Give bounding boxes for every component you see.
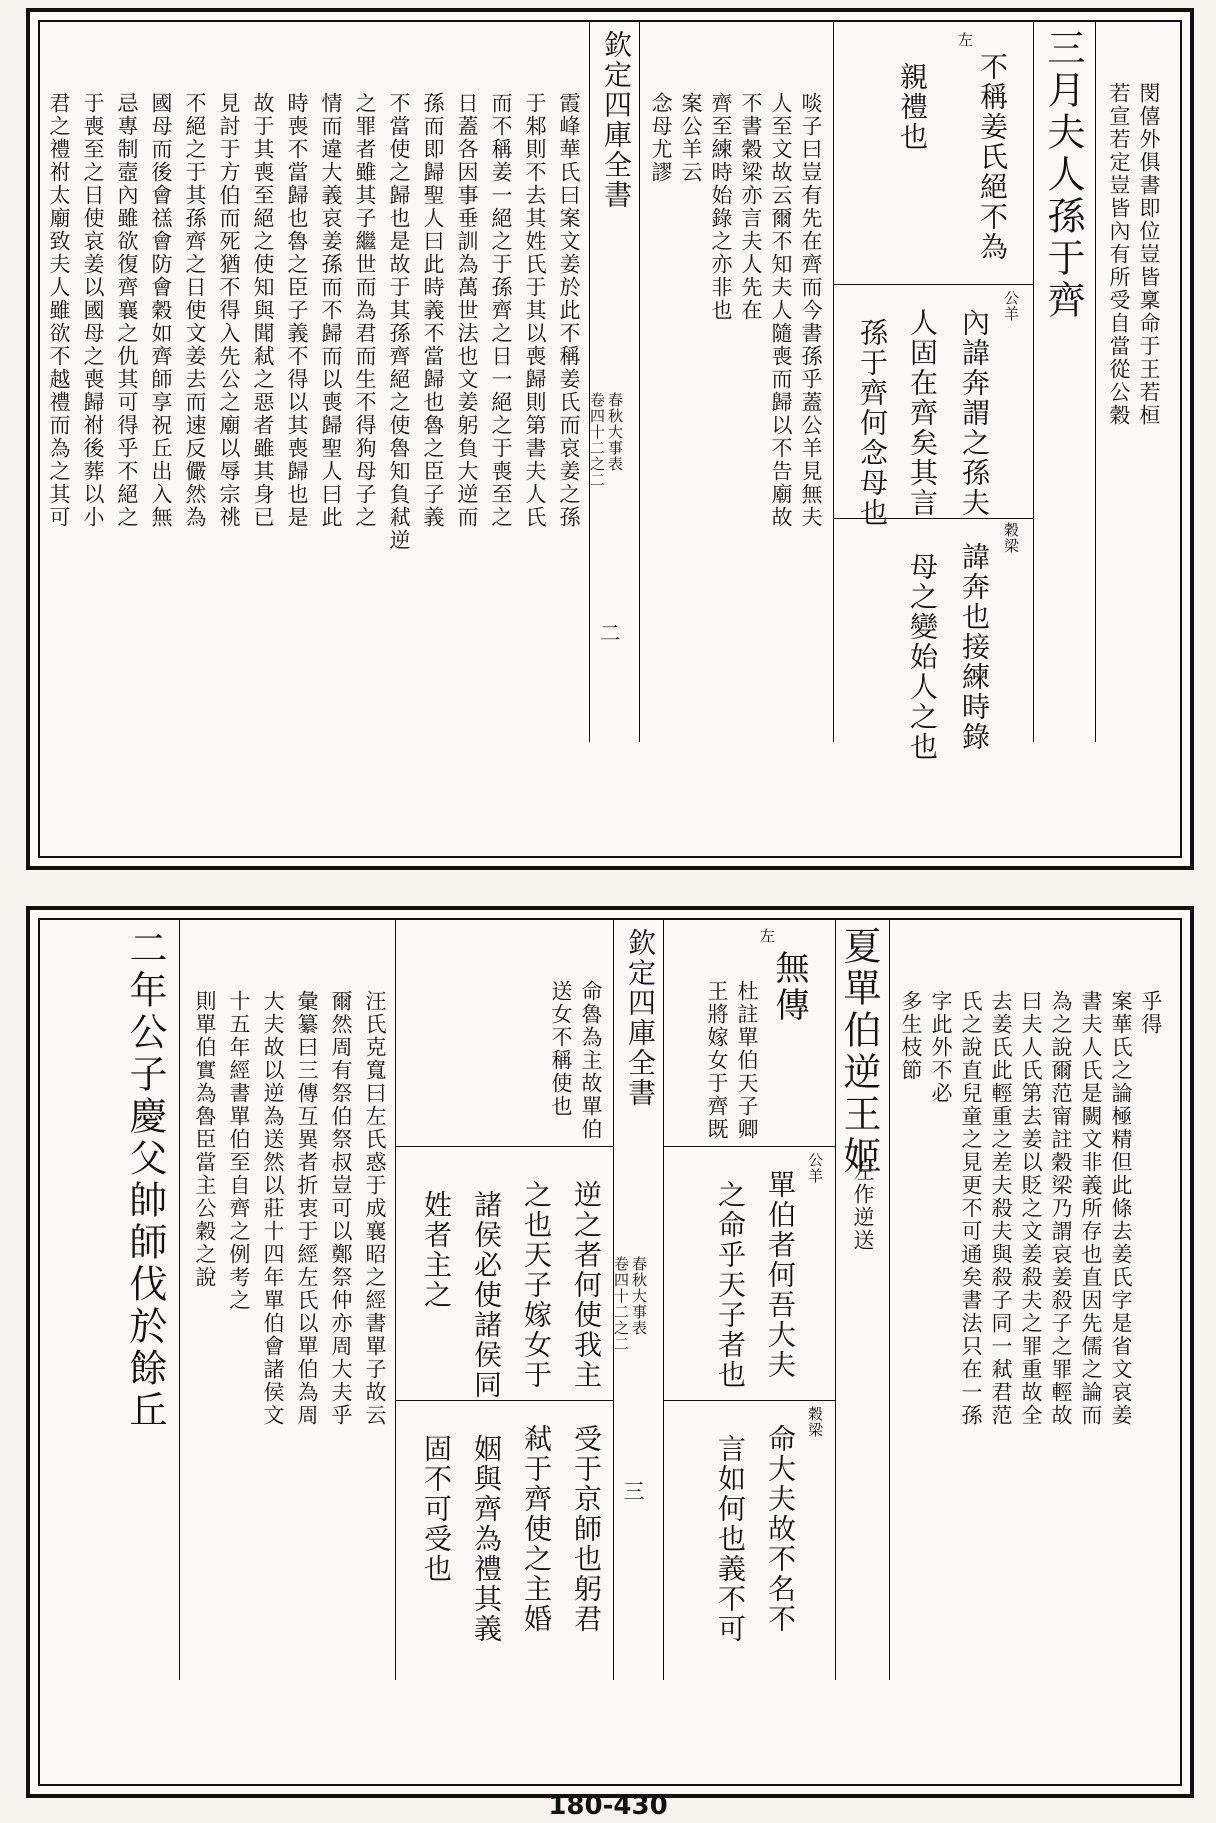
- text-column: 若宣若定豈皆內有所受自當從公穀: [1107, 82, 1131, 427]
- text-column: 汪氏克寬曰左氏惑于成襄昭之經書單子故云: [363, 990, 387, 1427]
- entry-title: 夏單伯逆王姬: [837, 926, 881, 1178]
- text-column: 不書穀梁亦言夫人先在: [739, 92, 763, 322]
- text-column: 乎得: [1139, 990, 1163, 1036]
- commentary-text: 諱奔也接練時錄: [958, 542, 991, 752]
- text-column: 見討于方伯而死猶不得入先公之廟以辱宗祧: [217, 92, 241, 529]
- commentary-text: 孫于齊何念母也: [856, 318, 889, 528]
- block-rule: [396, 1146, 614, 1147]
- text-column: 爾然周有祭伯祭叔豈可以鄭祭仲亦周大夫乎: [329, 990, 353, 1427]
- commentary-note: 命魯為主故單伯: [579, 980, 603, 1141]
- text-column: 于喪至之日使哀姜以國母之喪歸祔後葬以小: [81, 92, 105, 529]
- commentary-text: 人固在齊矣其言: [906, 308, 939, 518]
- commentary-text: 受于京師也躬君: [570, 1424, 603, 1634]
- text-column: 氏之說直兒童之見更不可通矣書法只在一孫: [959, 990, 983, 1427]
- book-subheader: 卷四十二之二: [588, 392, 606, 488]
- text-column: 于邾則不去其姓氏于其以喪歸則第書夫人氏: [523, 92, 547, 529]
- book-subheader: 春秋大事表: [630, 1256, 648, 1336]
- text-column: 之罪者雖其子繼世而為君而生不得狗母子之: [353, 92, 377, 529]
- text-column: 而不稱姜一絕之于孫齊之日一絕之于喪至之: [489, 92, 513, 529]
- commentary-tag-gongyang: 公羊: [806, 1152, 824, 1184]
- text-column: 人至文故云爾不知夫人隨喪而歸以不告廟故: [769, 92, 793, 529]
- block-rule: [664, 1146, 836, 1147]
- text-column: 君之禮祔太廟致夫人雖欲不越禮而為之其可: [47, 92, 71, 529]
- commentary-note: 送女不稱使也: [549, 980, 573, 1118]
- text-column: 曰夫人氏第去姜以貶之文姜殺夫之罪重故全: [1019, 990, 1043, 1427]
- commentary-text: 之也天子嫁女于: [520, 1180, 553, 1390]
- text-column: 孫而即歸聖人曰此時義不當歸也魯之臣子義: [421, 92, 445, 529]
- commentary-text: 無傳: [769, 950, 809, 1024]
- commentary-text: 不稱姜氏絕不為: [976, 52, 1009, 262]
- column-rule: [179, 920, 180, 1680]
- commentary-text: 姓者主之: [420, 1190, 453, 1310]
- text-column: 霞峰華氏曰案文姜於此不稱姜氏而哀姜之孫: [557, 92, 581, 529]
- column-rule: [663, 920, 664, 1680]
- commentary-note: 杜註單伯天子卿: [735, 980, 759, 1141]
- commentary-text: 單伯者何吾大夫: [764, 1170, 797, 1380]
- text-column: 日蓋各因事垂訓為萬世法也文姜躬負大逆而: [455, 92, 479, 529]
- column-rule: [889, 920, 890, 1680]
- column-rule: [613, 920, 614, 1680]
- commentary-text: 固不可受也: [420, 1434, 453, 1584]
- text-column: 案公羊云: [679, 92, 703, 184]
- commentary-text: 之命乎天子者也: [714, 1180, 747, 1390]
- page-panel-top: [26, 8, 1194, 870]
- text-column: 不當使之歸也是故于其孫齊絕之使魯知負弒逆: [387, 92, 411, 552]
- text-column: 彙纂曰三傳互異者折衷于經左氏以單伯為周: [295, 990, 319, 1427]
- commentary-text: 弒于齊使之主婚: [520, 1424, 553, 1634]
- column-rule: [1095, 22, 1096, 742]
- folio-number: 二: [597, 622, 621, 645]
- text-column: 閔僖外俱書即位豈皆稟命于王若桓: [1137, 82, 1161, 427]
- text-column: 情而違大義哀姜孫而不歸而以喪歸聖人曰此: [319, 92, 343, 529]
- commentary-text: 命大夫故不名不: [764, 1424, 797, 1634]
- commentary-text: 內諱奔謂之孫夫: [958, 308, 991, 518]
- folio-number: 三: [621, 1480, 645, 1503]
- entry-title: 二年公子慶父帥師伐於餘丘: [123, 928, 167, 1432]
- text-column: 書夫人氏是闕文非義所存也直因先儒之論而: [1079, 990, 1103, 1427]
- block-rule: [396, 1400, 614, 1401]
- commentary-text: 母之變始人之也: [906, 552, 939, 762]
- text-column: 啖子曰豈有先在齊而今書孫乎蓋公羊見無夫: [799, 92, 823, 529]
- block-rule: [834, 518, 1034, 519]
- column-rule: [1033, 22, 1034, 742]
- commentary-note: 王將嫁女于齊既: [705, 980, 729, 1141]
- panel-inner-frame: [38, 20, 1182, 858]
- commentary-tag-guliang: 穀梁: [806, 1406, 824, 1438]
- page-panel-bottom: [26, 906, 1194, 1798]
- text-column: 忌專制壼內雖欲復齊襄之仇其可得乎不絕之: [115, 92, 139, 529]
- book-subheader: 卷四十二之二: [612, 1256, 630, 1352]
- block-rule: [664, 1400, 836, 1401]
- commentary-text: 姻與齊為禮其義: [470, 1434, 503, 1644]
- text-column: 大夫故以逆為送然以莊十四年單伯會諸侯文: [261, 990, 285, 1427]
- text-column: 案華氏之論極精但此條去姜氏字是省文哀姜: [1109, 990, 1133, 1427]
- column-rule: [639, 22, 640, 742]
- commentary-tag-guliang: 穀梁: [1002, 522, 1020, 554]
- block-rule: [834, 284, 1034, 285]
- text-column: 不絕之于其孫齊之日使文姜去而速反儼然為: [183, 92, 207, 529]
- text-column: 念母尤謬: [649, 92, 673, 184]
- text-column: 為之說爾范甯註穀梁乃謂哀姜殺子之罪輕故: [1049, 990, 1073, 1427]
- commentary-text: 親禮也: [896, 62, 929, 152]
- text-column: 多生枝節: [899, 990, 923, 1082]
- text-column: 時喪不當歸也魯之臣子義不得以其喪歸也是: [285, 92, 309, 529]
- text-column: 十五年經書單伯至自齊之例考之: [227, 990, 251, 1312]
- text-column: 去姜氏此輕重之差夫殺夫與殺子同一弒君范: [989, 990, 1013, 1427]
- column-rule: [395, 920, 396, 1680]
- book-header: 欽定四庫全書: [624, 928, 657, 1108]
- commentary-text: 言如何也義不可: [714, 1434, 747, 1644]
- text-column: 字此外不必: [929, 990, 953, 1105]
- column-rule: [589, 22, 590, 742]
- commentary-tag-zuo: 左: [758, 928, 776, 944]
- text-column: 故于其喪至絕之使知與聞弒之惡者雖其身已: [251, 92, 275, 529]
- entry-title: 三月夫人孫于齊: [1041, 28, 1085, 322]
- entry-title-note: 左作逆送: [851, 1160, 875, 1252]
- panel-inner-frame: [38, 918, 1182, 1786]
- text-column: 齊至練時始錄之亦非也: [709, 92, 733, 322]
- column-rule: [833, 22, 834, 742]
- commentary-tag-zuo: 左: [956, 32, 974, 48]
- column-rule: [835, 920, 836, 1680]
- text-column: 國母而後會禚會防會穀如齊師享祝丘出入無: [149, 92, 173, 529]
- book-header: 欽定四庫全書: [600, 30, 633, 210]
- text-column: 則單伯實為魯臣當主公穀之說: [193, 990, 217, 1289]
- book-subheader: 春秋大事表: [606, 392, 624, 472]
- commentary-tag-gongyang: 公羊: [1002, 290, 1020, 322]
- commentary-text: 諸侯必使諸侯同: [470, 1190, 503, 1400]
- page-number: 180-430: [548, 1791, 668, 1821]
- commentary-text: 逆之者何使我主: [570, 1180, 603, 1390]
